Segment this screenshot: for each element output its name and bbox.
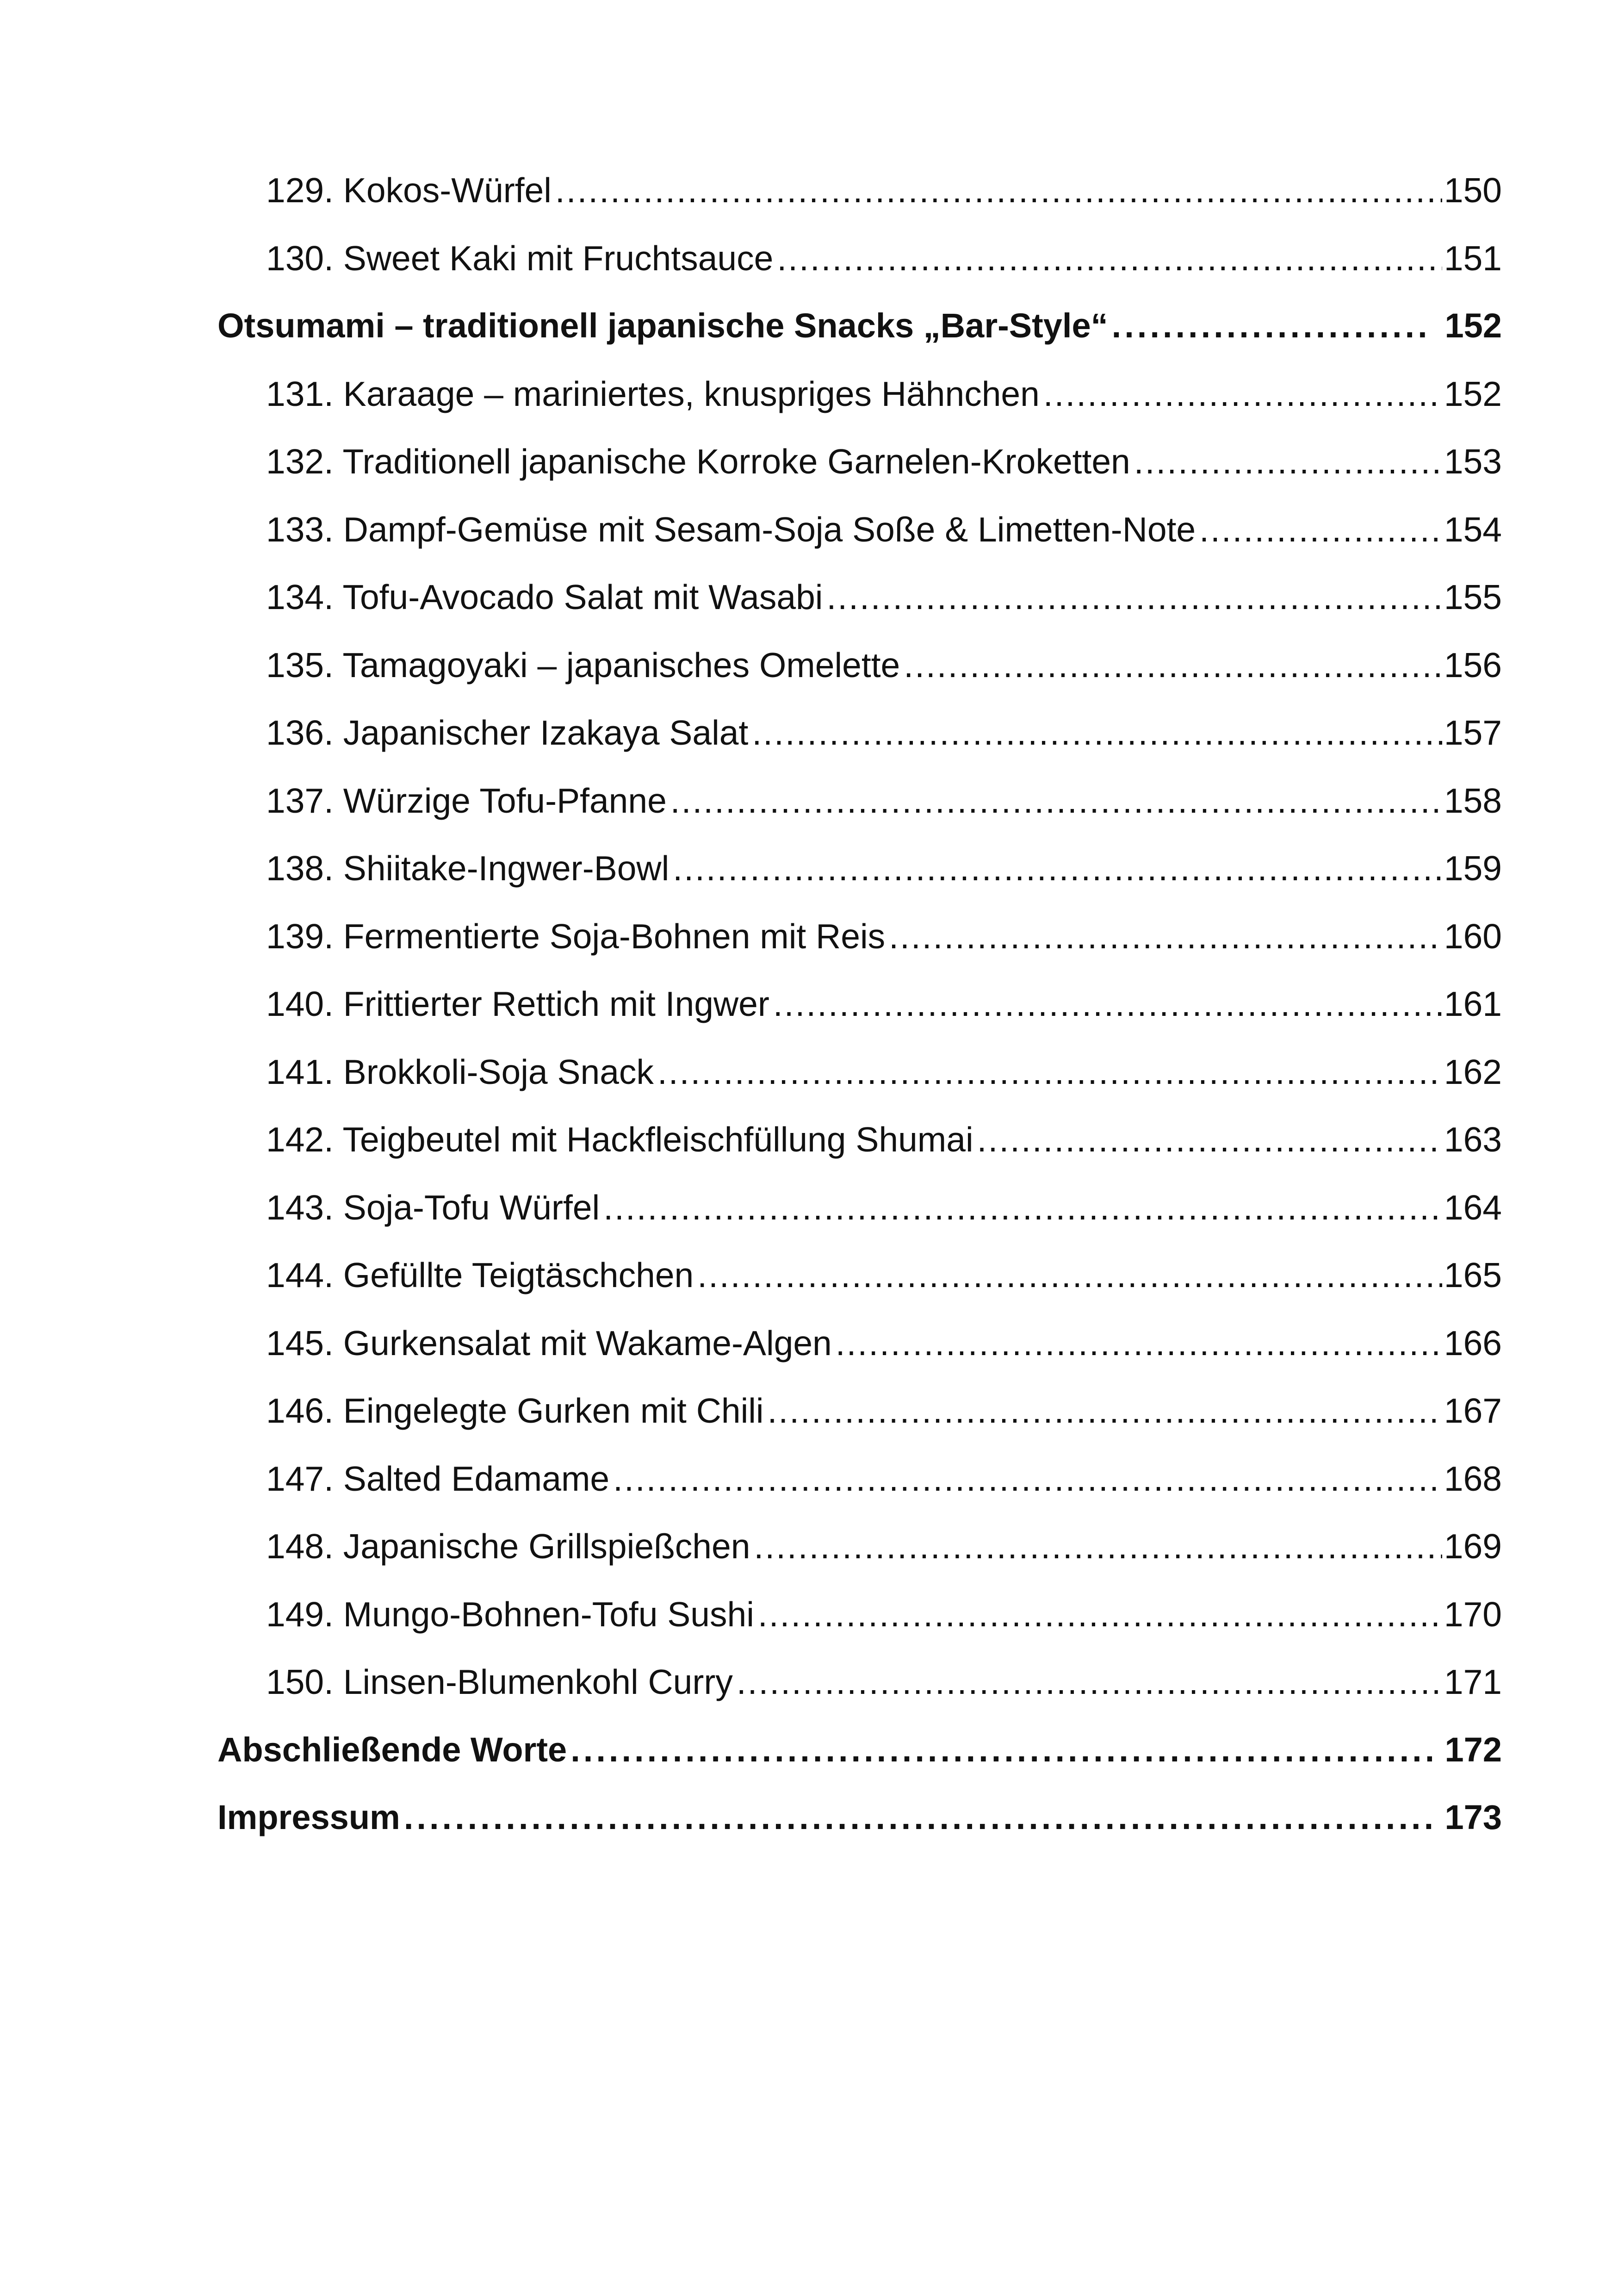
dot-leader [603,1174,1442,1242]
dot-leader [758,1580,1442,1649]
dot-leader [1134,428,1442,496]
toc-page-number: 151 [1444,238,1502,278]
toc-entry-title: 135. Tamagoyaki – japanisches Omelette [266,645,900,684]
toc-entry[interactable] [217,902,1502,971]
dot-leader [697,1241,1442,1309]
toc-entry-title: 147. Salted Edamame [266,1459,610,1498]
toc-entry-title: 139. Fermentierte Soja-Bohnen mit Reis [266,916,886,956]
dot-leader [673,834,1442,902]
toc-entry[interactable] [217,1445,1502,1513]
dot-leader [773,970,1442,1038]
toc-entry[interactable] [217,1309,1502,1377]
dot-leader [826,563,1442,631]
dot-leader [752,699,1442,767]
toc-entry[interactable] [217,834,1502,902]
toc-page-number: 153 [1444,442,1502,481]
toc-entry-title: 149. Mungo-Bohnen-Tofu Sushi [266,1594,754,1634]
toc-page-number: 157 [1444,713,1502,752]
toc-entry-title: 129. Kokos-Würfel [266,171,552,210]
toc-page-number: 167 [1444,1391,1502,1430]
toc-page-number: 156 [1444,645,1502,684]
toc-entry-title: 138. Shiitake-Ingwer-Bowl [266,849,670,888]
toc-page-number: 172 [1444,1730,1502,1769]
toc-page-number: 160 [1444,916,1502,956]
toc-chapter-title: Impressum [217,1798,400,1836]
toc-entry-title: 143. Soja-Tofu Würfel [266,1188,600,1227]
dot-leader [555,156,1442,224]
dot-leader [904,631,1442,699]
dot-leader [889,902,1442,971]
dot-leader [768,1377,1442,1445]
toc-page-number: 159 [1444,849,1502,888]
toc-entry[interactable] [217,156,1502,224]
toc-page-number: 170 [1444,1594,1502,1634]
toc-entry-title: 144. Gefüllte Teigtäschchen [266,1256,694,1294]
toc-entry-title: 150. Linsen-Blumenkohl Curry [266,1662,733,1701]
dot-leader [404,1784,1432,1852]
toc-entry-title: 137. Würzige Tofu-Pfanne [266,781,667,820]
table-of-contents [217,156,1502,1852]
dot-leader [1199,496,1442,564]
toc-entry-title: 141. Brokkoli-Soja Snack [266,1052,654,1091]
toc-page-number: 162 [1444,1052,1502,1091]
toc-entry[interactable] [217,1648,1502,1716]
toc-chapter-entry[interactable] [217,1716,1502,1784]
toc-entry-title: 131. Karaage – mariniertes, knuspriges Hähnchen [266,374,1040,413]
toc-page-number: 169 [1444,1527,1502,1566]
dot-leader [737,1648,1442,1716]
toc-page-number: 164 [1444,1188,1502,1227]
toc-entry-title: 140. Frittierter Rettich mit Ingwer [266,984,769,1023]
toc-entry[interactable] [217,767,1502,835]
toc-page-number: 152 [1444,306,1502,345]
toc-page-number: 173 [1444,1798,1502,1836]
toc-entry[interactable] [217,1512,1502,1580]
toc-page-number: 158 [1444,781,1502,820]
toc-entry-title: 136. Japanischer Izakaya Salat [266,713,749,752]
toc-entry-title: 132. Traditionell japanische Korroke Garnelen-Kroketten [266,442,1130,481]
toc-entry[interactable] [217,1174,1502,1242]
toc-entry-title: 134. Tofu-Avocado Salat mit Wasabi [266,578,823,616]
toc-entry[interactable] [217,224,1502,292]
toc-page-number: 171 [1444,1662,1502,1701]
toc-entry-title: 133. Dampf-Gemüse mit Sesam-Soja Soße & Limetten-Note [266,510,1196,549]
dot-leader [1112,292,1432,360]
toc-entry-title: 145. Gurkensalat mit Wakame-Algen [266,1323,832,1363]
dot-leader [836,1309,1442,1377]
dot-leader [670,767,1442,835]
toc-entry[interactable] [217,496,1502,564]
toc-entry[interactable] [217,699,1502,767]
dot-leader [977,1106,1442,1174]
toc-page-number: 165 [1444,1256,1502,1294]
toc-page-number: 161 [1444,984,1502,1023]
toc-entry[interactable] [217,1241,1502,1309]
toc-chapter-title: Abschließende Worte [217,1730,567,1769]
toc-page-number: 168 [1444,1459,1502,1498]
toc-entry-title: 130. Sweet Kaki mit Fruchtsauce [266,238,774,278]
toc-page-number: 154 [1444,510,1502,549]
toc-entry[interactable] [217,631,1502,699]
toc-page-number: 150 [1444,171,1502,210]
dot-leader [777,224,1442,292]
toc-entry[interactable] [217,1377,1502,1445]
dot-leader [613,1445,1442,1513]
toc-chapter-title: Otsumami – traditionell japanische Snacks „Bar-Style“ [217,306,1108,345]
toc-page-number: 163 [1444,1120,1502,1159]
toc-page-number: 155 [1444,578,1502,616]
toc-entry[interactable] [217,360,1502,428]
toc-entry-title: 142. Teigbeutel mit Hackfleischfüllung Shumai [266,1120,973,1159]
dot-leader [1043,360,1442,428]
toc-chapter-entry[interactable] [217,1784,1502,1852]
toc-entry[interactable] [217,428,1502,496]
toc-entry[interactable] [217,1106,1502,1174]
toc-entry[interactable] [217,1580,1502,1649]
toc-entry[interactable] [217,563,1502,631]
toc-chapter-entry[interactable] [217,292,1502,360]
dot-leader [657,1038,1442,1106]
toc-page-number: 166 [1444,1323,1502,1363]
toc-page-number: 152 [1444,374,1502,413]
toc-entry[interactable] [217,1038,1502,1106]
toc-entry-title: 146. Eingelegte Gurken mit Chili [266,1391,764,1430]
toc-entry-title: 148. Japanische Grillspießchen [266,1527,750,1566]
dot-leader [570,1716,1432,1784]
toc-entry[interactable] [217,970,1502,1038]
dot-leader [754,1512,1442,1580]
